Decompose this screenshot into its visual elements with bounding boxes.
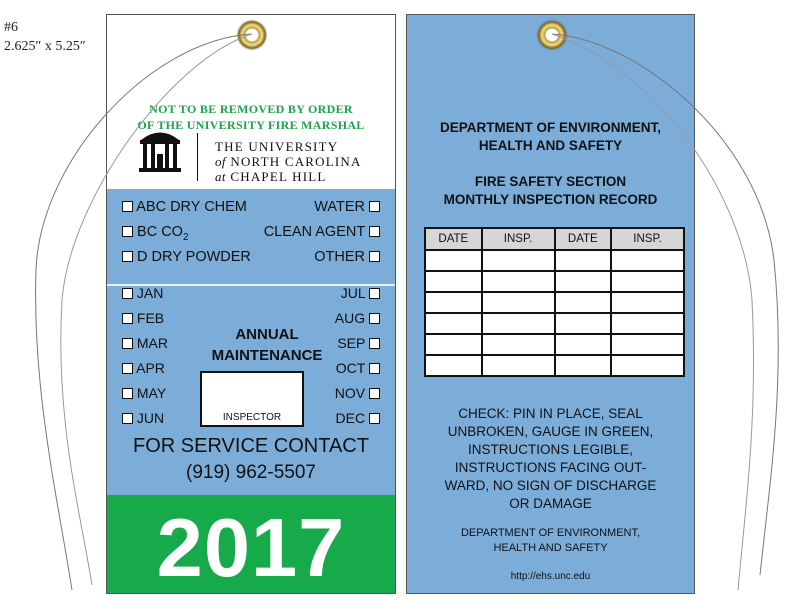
- dept-footer-line-1: DEPARTMENT OF ENVIRONMENT,: [460, 527, 641, 539]
- inspector-label: INSPECTOR: [222, 412, 282, 423]
- agent-label: ABC DRY CHEM: [136, 199, 247, 215]
- agent-label: CLEAN AGENT: [263, 224, 365, 240]
- month-label: MAY: [136, 385, 167, 401]
- section-line-1: FIRE SAFETY SECTION: [474, 174, 627, 189]
- col-date-2: DATE: [555, 228, 612, 250]
- univ-of: of: [215, 154, 226, 169]
- month-label: FEB: [136, 310, 165, 326]
- marshal-line-1: NOT TO BE REMOVED BY ORDER: [149, 102, 353, 116]
- check-line: INSTRUCTIONS LEGIBLE,: [467, 442, 634, 457]
- check-line: UNBROKEN, GAUGE IN GREEN,: [447, 424, 654, 439]
- back-title-line-1: DEPARTMENT OF ENVIRONMENT,: [439, 120, 661, 135]
- annual-line-2: MAINTENANCE: [211, 347, 323, 364]
- tag-number: #6: [4, 20, 18, 35]
- agent-label: D DRY POWDER: [137, 249, 251, 265]
- check-line: WARD, NO SIGN OF DISCHARGE: [444, 478, 657, 493]
- annual-line-1: ANNUAL: [235, 326, 299, 343]
- month-label: SEP: [337, 335, 366, 351]
- col-date-1: DATE: [425, 228, 482, 250]
- month-label: AUG: [334, 310, 366, 326]
- agent-label: BC CO: [137, 224, 183, 240]
- univ-nc: NORTH CAROLINA: [230, 154, 362, 169]
- dept-footer-line-2: HEALTH AND SAFETY: [493, 542, 608, 554]
- ehs-url-link[interactable]: http://ehs.unc.edu: [510, 571, 591, 582]
- month-label: JUL: [340, 285, 366, 301]
- tag-year: 2017: [156, 501, 346, 594]
- month-label: DEC: [335, 410, 366, 426]
- month-label: JAN: [136, 285, 164, 301]
- univ-line-1: THE UNIVERSITY: [215, 139, 339, 154]
- tag-dimensions: 2.625″ x 5.25″: [4, 39, 86, 54]
- marshal-line-2: OF THE UNIVERSITY FIRE MARSHAL: [137, 118, 365, 132]
- univ-chapel-hill: CHAPEL HILL: [230, 169, 327, 184]
- agent-label: WATER: [314, 199, 365, 215]
- check-line: OR DAMAGE: [509, 496, 592, 511]
- month-label: APR: [136, 360, 165, 376]
- back-title-line-2: HEALTH AND SAFETY: [478, 138, 623, 153]
- check-line: CHECK: PIN IN PLACE, SEAL: [458, 406, 643, 421]
- service-contact-heading: FOR SERVICE CONTACT: [133, 435, 369, 457]
- month-label: JUN: [136, 410, 165, 426]
- section-line-2: MONTHLY INSPECTION RECORD: [443, 192, 658, 207]
- agent-label: OTHER: [314, 249, 365, 265]
- col-insp-2: INSP.: [611, 228, 684, 250]
- month-label: MAR: [136, 335, 169, 351]
- check-line: INSTRUCTIONS FACING OUT-: [454, 460, 647, 475]
- co2-subscript: 2: [182, 231, 189, 243]
- month-label: NOV: [334, 385, 366, 401]
- service-phone: (919) 962-5507: [186, 462, 316, 483]
- col-insp-1: INSP.: [482, 228, 555, 250]
- univ-at: at: [215, 169, 226, 184]
- month-label: OCT: [335, 360, 366, 376]
